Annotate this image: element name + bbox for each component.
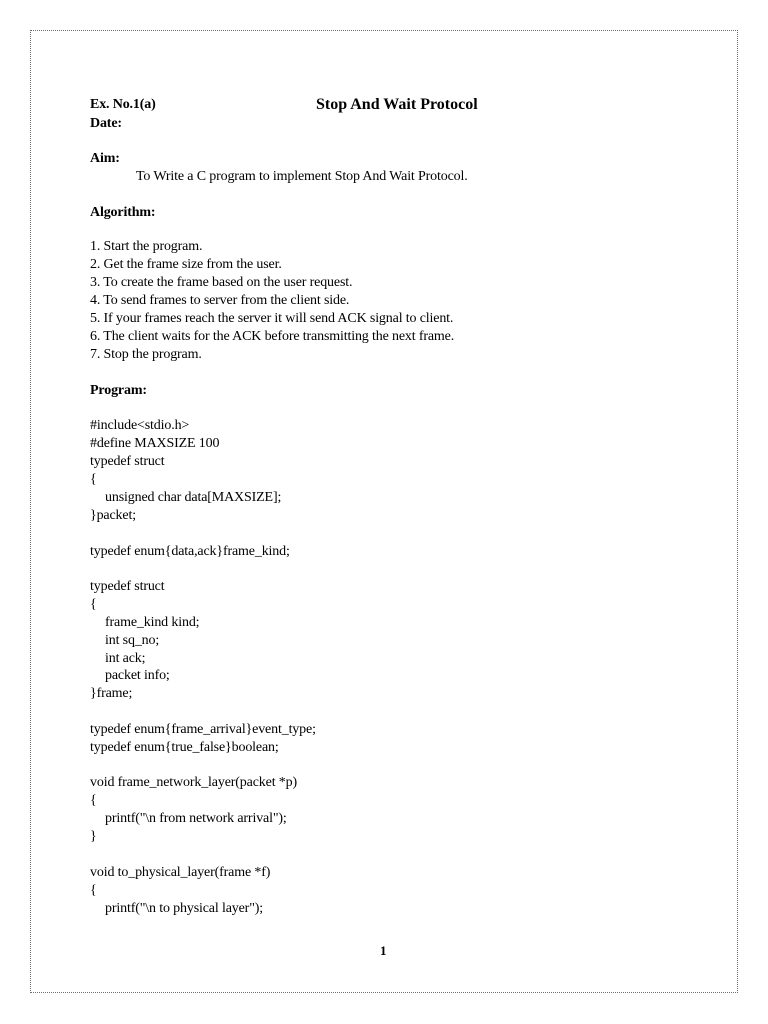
exercise-number: Ex. No.1(a): [90, 97, 156, 112]
code-line: {: [90, 597, 97, 612]
aim-text: To Write a C program to implement Stop And Wait Protocol.: [136, 169, 468, 184]
date-label: Date:: [90, 116, 122, 131]
code-line: {: [90, 472, 97, 487]
code-line: printf("\n to physical layer");: [105, 901, 264, 916]
code-line: void frame_network_layer(packet *p): [90, 775, 297, 790]
code-line: #define MAXSIZE 100: [90, 436, 220, 451]
code-line: frame_kind kind;: [105, 615, 200, 630]
code-line: void to_physical_layer(frame *f): [90, 865, 271, 880]
code-line: }frame;: [90, 686, 133, 701]
algorithm-step: 7. Stop the program.: [90, 347, 202, 362]
algorithm-heading: Algorithm:: [90, 205, 156, 220]
aim-heading: Aim:: [90, 151, 120, 166]
code-line: {: [90, 883, 97, 898]
code-line: int ack;: [105, 651, 146, 666]
document-title: Stop And Wait Protocol: [316, 96, 478, 113]
code-line: {: [90, 793, 97, 808]
code-line: typedef enum{data,ack}frame_kind;: [90, 544, 290, 559]
code-line: }packet;: [90, 508, 136, 523]
algorithm-step: 6. The client waits for the ACK before transmitting the next frame.: [90, 329, 455, 344]
code-line: typedef struct: [90, 579, 165, 594]
code-line: }: [90, 829, 97, 844]
code-line: printf("\n from network arrival");: [105, 811, 287, 826]
algorithm-step: 2. Get the frame size from the user.: [90, 257, 282, 272]
code-line: packet info;: [105, 668, 170, 683]
program-heading: Program:: [90, 383, 147, 398]
algorithm-step: 3. To create the frame based on the user request.: [90, 275, 353, 290]
code-line: #include<stdio.h>: [90, 418, 190, 433]
code-line: unsigned char data[MAXSIZE];: [105, 490, 282, 505]
page-number: 1: [380, 943, 387, 958]
algorithm-step: 4. To send frames to server from the client side.: [90, 293, 350, 308]
code-line: int sq_no;: [105, 633, 160, 648]
code-line: typedef struct: [90, 454, 165, 469]
algorithm-step: 5. If your frames reach the server it will send ACK signal to client.: [90, 311, 454, 326]
code-line: typedef enum{true_false}boolean;: [90, 740, 279, 755]
code-line: typedef enum{frame_arrival}event_type;: [90, 722, 316, 737]
algorithm-step: 1. Start the program.: [90, 239, 203, 254]
